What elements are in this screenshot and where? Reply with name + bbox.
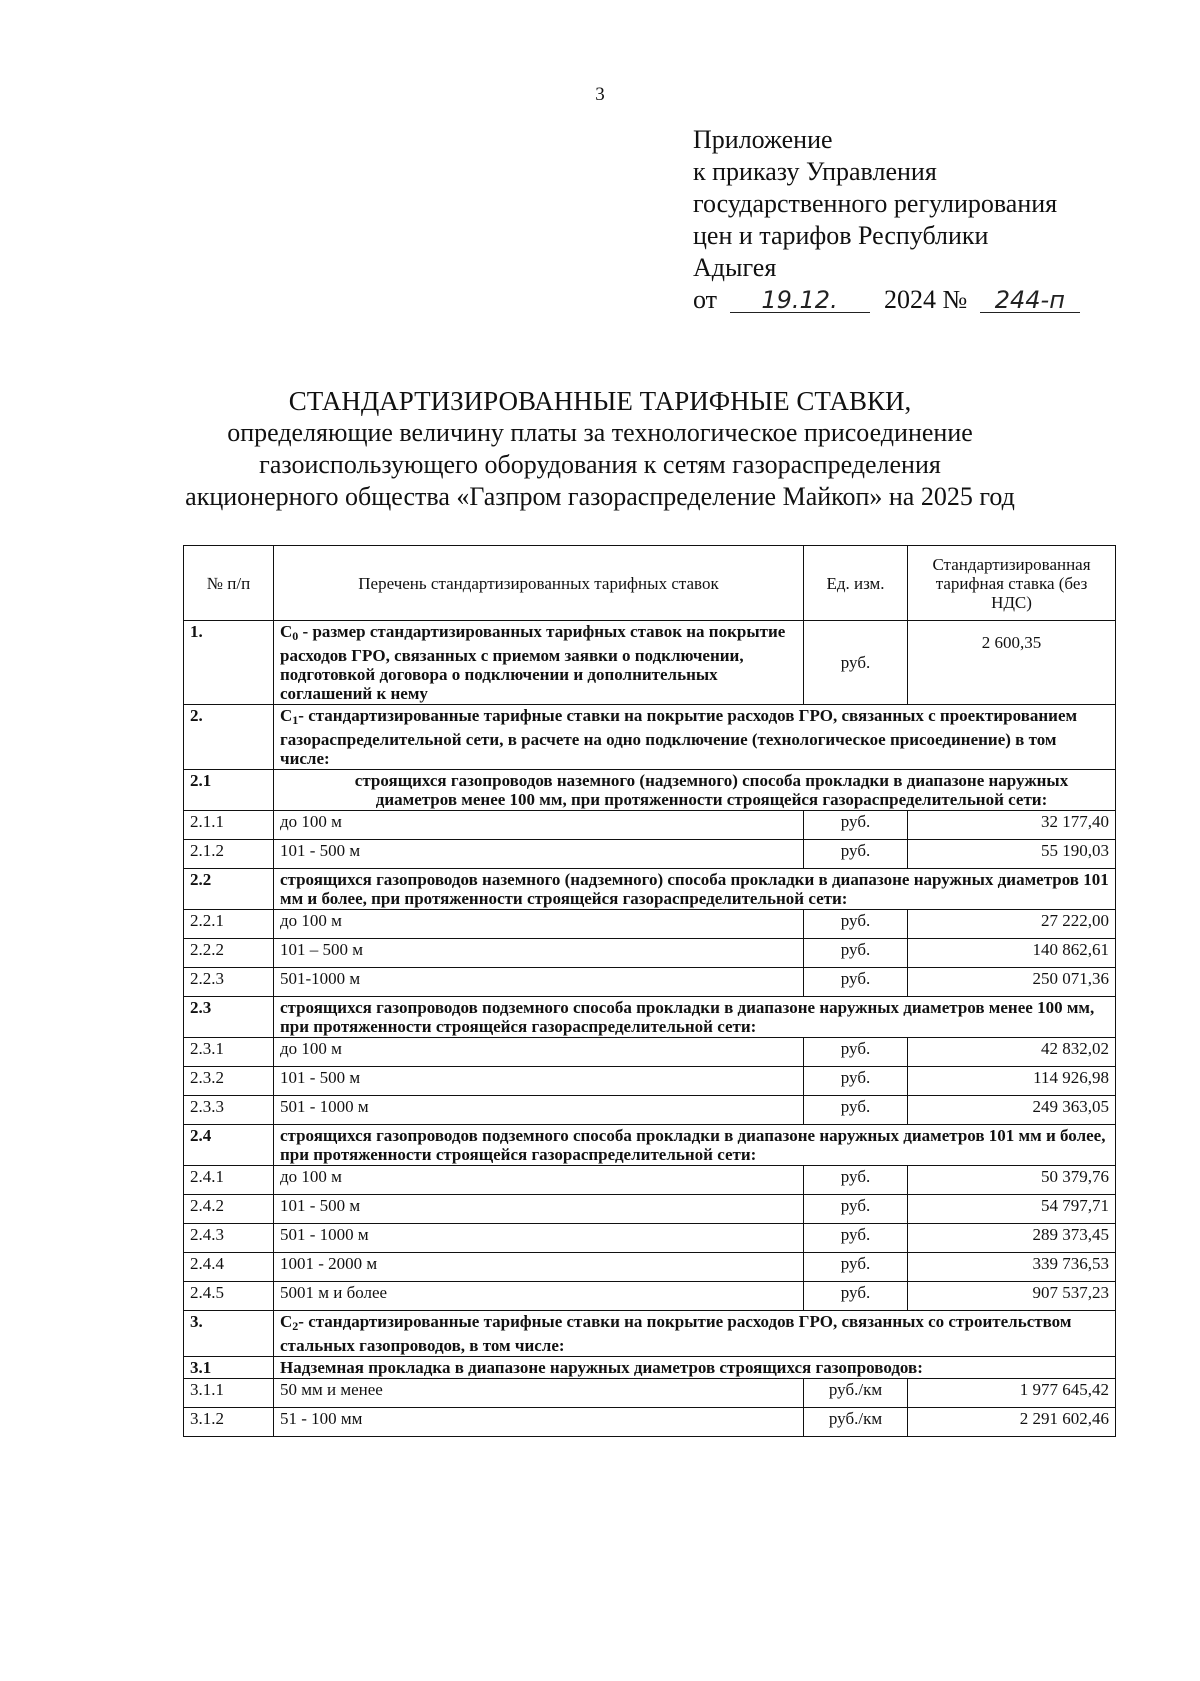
header-list: Перечень стандартизированных тарифных ставок [274,546,804,621]
row-description [274,770,1116,811]
row-unit: руб. [804,968,908,997]
appendix-line-1: Приложение [693,125,833,154]
row-description [274,811,804,840]
row-number: 2.3.1 [184,1038,274,1067]
row-number: 2.4 [184,1125,274,1166]
row-unit: руб. [804,1282,908,1311]
table-row [184,705,1116,770]
row-description [274,1311,1116,1357]
rate-symbol: C [280,706,293,725]
table-header-row [184,546,1116,621]
row-description [274,1096,804,1125]
row-number: 2.2.1 [184,910,274,939]
row-description-text: 101 – 500 м [280,940,364,959]
row-description-text: - стандартизированные тарифные ставки на покрытие расходов ГРО, связанных со строительством стальных газопроводов, в том числе: [280,1312,1072,1355]
document-title [0,385,1200,513]
order-year: 2024 № [884,285,968,314]
row-number: 3.1.2 [184,1408,274,1437]
table-row [184,1311,1116,1357]
row-description-text: - размер стандартизированных тарифных ставок на покрытие расходов ГРО, связанных с приемом заявки о подключении, подготовкой договора о подключении и дополнительных соглашений к нему [280,622,786,703]
row-number: 2.4.3 [184,1224,274,1253]
row-description [274,869,1116,910]
handwritten-date: 19.12. [761,286,838,314]
appendix-line-3: государственного регулирования [693,189,1058,218]
row-description [274,1195,804,1224]
row-number: 2.3.3 [184,1096,274,1125]
row-unit: руб. [804,1224,908,1253]
row-unit: руб. [804,840,908,869]
row-description [274,705,1116,770]
row-description-text: до 100 м [280,911,342,930]
table-row [184,1379,1116,1408]
row-description-text: 5001 м и более [280,1283,388,1302]
row-description-text: до 100 м [280,1167,342,1186]
row-description [274,910,804,939]
row-number: 2.1 [184,770,274,811]
row-description [274,1038,804,1067]
row-unit: руб. [804,939,908,968]
row-value: 339 736,53 [908,1253,1116,1282]
row-unit: руб. [804,621,908,705]
table-row [184,1125,1116,1166]
row-description [274,1408,804,1437]
row-description-text: 501 - 1000 м [280,1225,369,1244]
row-description-text: строящихся газопроводов наземного (надземного) способа прокладки в диапазоне наружных диаметров менее 100 мм, при протяженности строящейся газораспределительной сети: [354,771,1069,809]
row-value: 250 071,36 [908,968,1116,997]
row-description-text: до 100 м [280,1039,342,1058]
number-signature-line [980,284,1080,313]
rate-symbol: C [280,1312,293,1331]
table-row [184,968,1116,997]
table-row [184,869,1116,910]
row-description-text: - стандартизированные тарифные ставки на покрытие расходов ГРО, связанных с проектированием газораспределительной сети, в расчете на одно подключение (технологическое присоединение) в том числе: [280,706,1078,768]
appendix-block [693,124,1080,316]
table-row [184,1067,1116,1096]
row-unit: руб. [804,1195,908,1224]
row-description-text: 50 мм и менее [280,1380,383,1399]
row-number: 2.3 [184,997,274,1038]
row-description [274,1224,804,1253]
row-number: 3.1 [184,1357,274,1379]
table-row [184,811,1116,840]
row-description-text: строящихся газопроводов подземного способа прокладки в диапазоне наружных диаметров 101 мм и более, при протяженности строящейся газораспределительной сети: [280,1126,1106,1164]
row-description [274,939,804,968]
row-unit: руб. [804,1096,908,1125]
header-unit: Ед. изм. [804,546,908,621]
row-description [274,997,1116,1038]
row-description-text: 501-1000 м [280,969,361,988]
row-number: 2.4.5 [184,1282,274,1311]
table-row [184,840,1116,869]
row-number: 2.1.2 [184,840,274,869]
table-row [184,1166,1116,1195]
rate-symbol: C [280,622,293,641]
row-value: 907 537,23 [908,1282,1116,1311]
row-number: 1. [184,621,274,705]
row-description [274,968,804,997]
row-value: 249 363,05 [908,1096,1116,1125]
row-description [274,1253,804,1282]
row-number: 2.3.2 [184,1067,274,1096]
row-description-text: строящихся газопроводов наземного (надземного) способа прокладки в диапазоне наружных диаметров 101 мм и более, при протяженности строящейся газораспределительной сети: [280,870,1109,908]
table-row [184,1357,1116,1379]
row-value: 140 862,61 [908,939,1116,968]
row-description-text: строящихся газопроводов подземного способа прокладки в диапазоне наружных диаметров менее 100 мм, при протяженности строящейся газораспределительной сети: [280,998,1095,1036]
row-description [274,1166,804,1195]
table-row [184,770,1116,811]
tariff-table [183,545,1116,1437]
row-description [274,1125,1116,1166]
row-description [274,1067,804,1096]
row-description-text: до 100 м [280,812,342,831]
row-value: 55 190,03 [908,840,1116,869]
row-description [274,1379,804,1408]
row-value: 27 222,00 [908,910,1116,939]
row-value: 42 832,02 [908,1038,1116,1067]
table-row [184,1253,1116,1282]
date-signature-line [730,284,870,313]
table-row [184,1195,1116,1224]
row-unit: руб. [804,1253,908,1282]
appendix-line-4: цен и тарифов Республики [693,221,989,250]
rate-symbol-subscript: 0 [292,629,299,643]
row-description [274,1357,1116,1379]
table-row [184,621,1116,705]
row-value: 54 797,71 [908,1195,1116,1224]
header-num: № п/п [184,546,274,621]
row-unit: руб./км [804,1408,908,1437]
row-description-text: 101 - 500 м [280,1196,361,1215]
row-unit: руб./км [804,1379,908,1408]
row-unit: руб. [804,1038,908,1067]
row-number: 2.2.2 [184,939,274,968]
row-unit: руб. [804,1166,908,1195]
row-number: 3. [184,1311,274,1357]
row-number: 2.4.4 [184,1253,274,1282]
title-main: СТАНДАРТИЗИРОВАННЫЕ ТАРИФНЫЕ СТАВКИ, [288,386,912,416]
row-number: 2.2 [184,869,274,910]
appendix-line-5: Адыгея [693,253,777,282]
row-description [274,621,804,705]
row-number: 3.1.1 [184,1379,274,1408]
rate-symbol-subscript: 2 [292,1319,299,1333]
table-row [184,997,1116,1038]
table-row [184,1096,1116,1125]
row-value: 289 373,45 [908,1224,1116,1253]
row-number: 2.4.2 [184,1195,274,1224]
row-number: 2.1.1 [184,811,274,840]
table-row [184,910,1116,939]
row-description-text: 1001 - 2000 м [280,1254,378,1273]
row-description [274,840,804,869]
row-unit: руб. [804,811,908,840]
row-number: 2. [184,705,274,770]
table-row [184,1038,1116,1067]
row-description [274,1282,804,1311]
row-number: 2.2.3 [184,968,274,997]
row-number: 2.4.1 [184,1166,274,1195]
row-value: 32 177,40 [908,811,1116,840]
row-value: 50 379,76 [908,1166,1116,1195]
row-value: 1 977 645,42 [908,1379,1116,1408]
row-unit: руб. [804,910,908,939]
order-date-line [693,284,1080,316]
table-row [184,1282,1116,1311]
row-description-text: 101 - 500 м [280,841,361,860]
table-row [184,939,1116,968]
table-row [184,1224,1116,1253]
rate-symbol-subscript: 1 [292,713,299,727]
row-description-text: 101 - 500 м [280,1068,361,1087]
table-row [184,1408,1116,1437]
row-value: 114 926,98 [908,1067,1116,1096]
row-value: 2 291 602,46 [908,1408,1116,1437]
row-description-text: Надземная прокладка в диапазоне наружных диаметров строящихся газопроводов: [280,1358,923,1377]
title-line-2: определяющие величину платы за технологическое присоединение [227,418,973,447]
header-rate: Стандартизированная тарифная ставка (без НДС) [908,546,1116,621]
handwritten-number: 244-п [994,286,1065,314]
page-number: 3 [595,84,605,105]
row-description-text: 501 - 1000 м [280,1097,369,1116]
title-line-4: акционерного общества «Газпром газораспределение Майкоп» на 2025 год [185,482,1015,511]
appendix-line-2: к приказу Управления [693,157,937,186]
table-body [184,621,1116,1437]
title-line-3: газоиспользующего оборудования к сетям газораспределения [259,450,941,479]
from-label: от [693,285,718,314]
row-value: 2 600,35 [908,621,1116,705]
row-description-text: 51 - 100 мм [280,1409,363,1428]
row-unit: руб. [804,1067,908,1096]
